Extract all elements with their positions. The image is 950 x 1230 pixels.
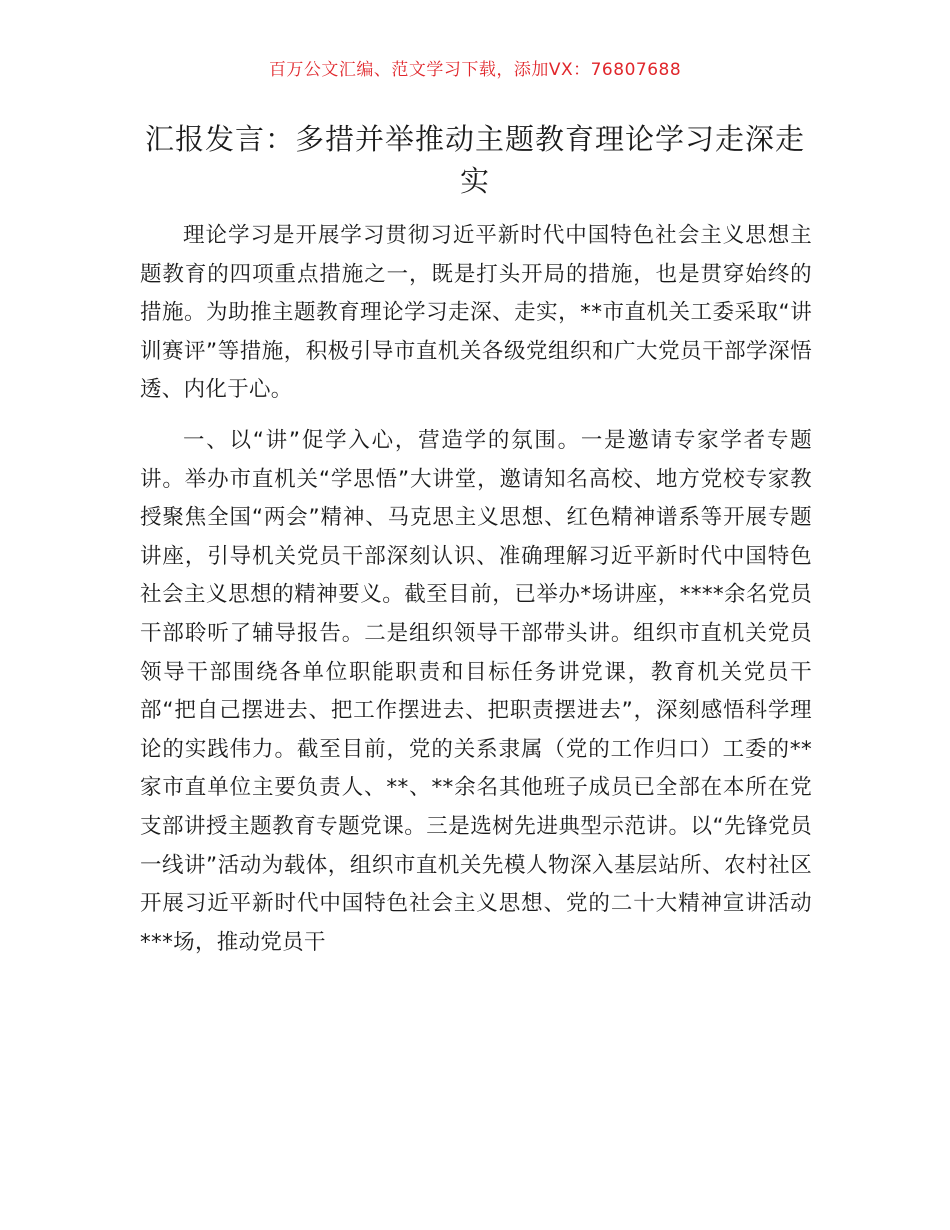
document-title: 汇报发言：多措并举推动主题教育理论学习走深走实 xyxy=(144,122,805,198)
paragraph-intro: 理论学习是开展学习贯彻习近平新时代中国特色社会主义思想主题教育的四项重点措施之一，既是打头开局的措施，也是贯穿始终的措施。为助推主题教育理论学习走深、走实，**市直机关工委采取“讲训赛评”等措施，积极引导市直机关各级党组织和广大党员干部学深悟透、内化于心。 xyxy=(140,223,812,403)
document-body xyxy=(140,217,812,962)
header-watermark-note: 百万公文汇编、范文学习下载，添加VX：76807688 xyxy=(268,60,682,80)
paragraph-section-one: 一、以“讲”促学入心，营造学的氛围。一是邀请专家学者专题讲。举办市直机关“学思悟”大讲堂，邀请知名高校、地方党校专家教授聚焦全国“两会”精神、马克思主义思想、红色精神谱系等开展专题讲座，引导机关党员干部深刻认识、准确理解习近平新时代中国特色社会主义思想的精神要义。截至目前，已举办*场讲座，****余名党员干部聆听了辅导报告。二是组织领导干部带头讲。组织市直机关党员领导干部围绕各单位职能职责和目标任务讲党课，教育机关党员干部“把自己摆进去、把工作摆进去、把职责摆进去”，深刻感悟科学理论的实践伟力。截至目前，党的关系隶属（党的工作归口）工委的**家市直单位主要负责人、**、**余名其他班子成员已全部在本所在党支部讲授主题教育专题党课。三是选树先进典型示范讲。以“先锋党员一线讲”活动为载体，组织市直机关先模人物深入基层站所、农村社区开展习近平新时代中国特色社会主义思想、党的二十大精神宣讲活动***场，推动党员干 xyxy=(140,427,812,955)
